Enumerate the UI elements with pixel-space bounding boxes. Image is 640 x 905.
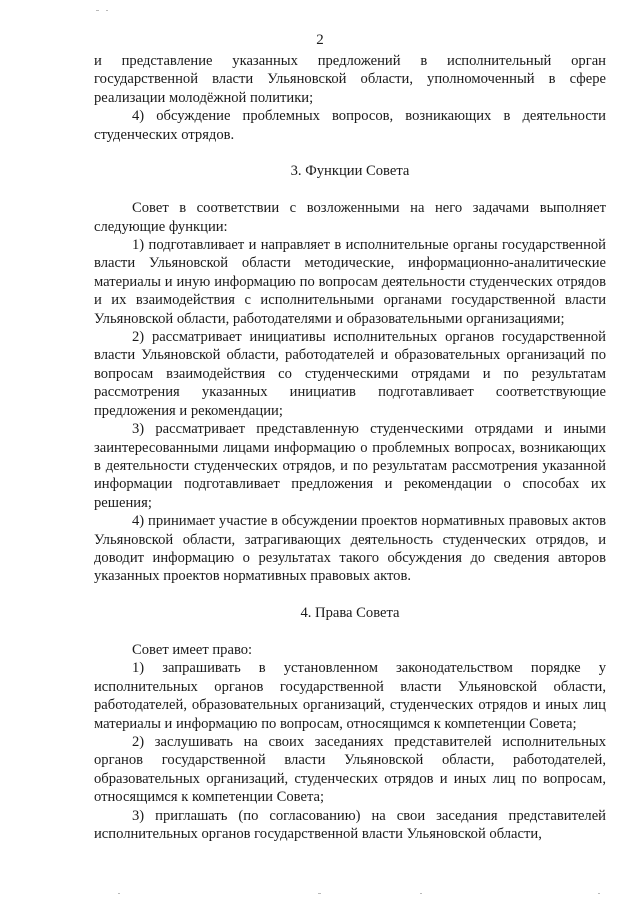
list-item: 1) запрашивать в установленном законодательством порядке у исполнительных органов государственной власти Ульяновской области, работодателей, образовательных организаций, студенческих отрядов и иных лиц материалы и информацию по вопросам, относящимся к компетенции Совета; — [94, 660, 606, 732]
scan-artifact — [118, 893, 120, 894]
scan-artifact — [598, 893, 600, 894]
body-paragraph: Совет в соответствии с возложенными на него задачами выполняет следующие функции: — [94, 200, 606, 235]
section-heading: 3. Функции Совета — [290, 163, 410, 180]
page-number: 2 — [316, 32, 324, 48]
list-item: 1) подготавливает и направляет в исполнительные органы государственной власти Ульяновской области методические, информационно-аналитические материалы и иную информацию по вопросам деятельности студенческих отрядов и их взаимодействия с исполнительными органами государственной власти Ульяновской области, работодателями и образовательными организациями; — [94, 237, 606, 327]
section-heading: 4. Права Совета — [300, 605, 400, 622]
list-item: 4) принимает участие в обсуждении проектов нормативных правовых актов Ульяновской области, затрагивающих деятельность студенческих отрядов, и доводит информацию о результатах такого обсуждения до сведения авторов указанных проектов нормативных правовых актов. — [94, 513, 606, 585]
scan-artifact — [318, 893, 321, 894]
list-item: 2) заслушивать на своих заседаниях представителей исполнительных органов государственной власти Ульяновской области, работодателей, образовательных организаций, студенческих отрядов и иных лиц по вопросам, относящимся к компетенции Совета; — [94, 733, 606, 806]
list-item: 3) приглашать (по согласованию) на свои заседания представителей исполнительных органов государственной власти Ульяновской области, — [94, 807, 606, 842]
body-paragraph: и представление указанных предложений в исполнительный орган государственной власти Ульяновской области, уполномоченный в сфере реализации молодёжной политики; — [94, 53, 606, 106]
list-item: 3) рассматривает представленную студенческими отрядами и иными заинтересованными лицами информацию о проблемных вопросах, возникающих в деятельности студенческих отрядов, и по результатам рассмотрения указанной информации подготавливает предложения и рекомендации о способах их решения; — [94, 421, 606, 511]
body-paragraph: 4) обсуждение проблемных вопросов, возникающих в деятельности студенческих отрядов. — [94, 108, 606, 143]
document-body — [94, 52, 606, 843]
body-paragraph: Совет имеет право: — [132, 641, 253, 658]
scan-artifact — [96, 10, 99, 11]
list-item: 2) рассматривает инициативы исполнительных органов государственной власти Ульяновской области, работодателей и образовательных организаций по вопросам взаимодействия со студенческими отрядами и по результатам рассмотрения указанных инициатив подготавливает соответствующие предложения и рекомендации; — [94, 329, 606, 419]
scan-artifact — [420, 893, 422, 894]
scan-artifact — [106, 10, 108, 11]
